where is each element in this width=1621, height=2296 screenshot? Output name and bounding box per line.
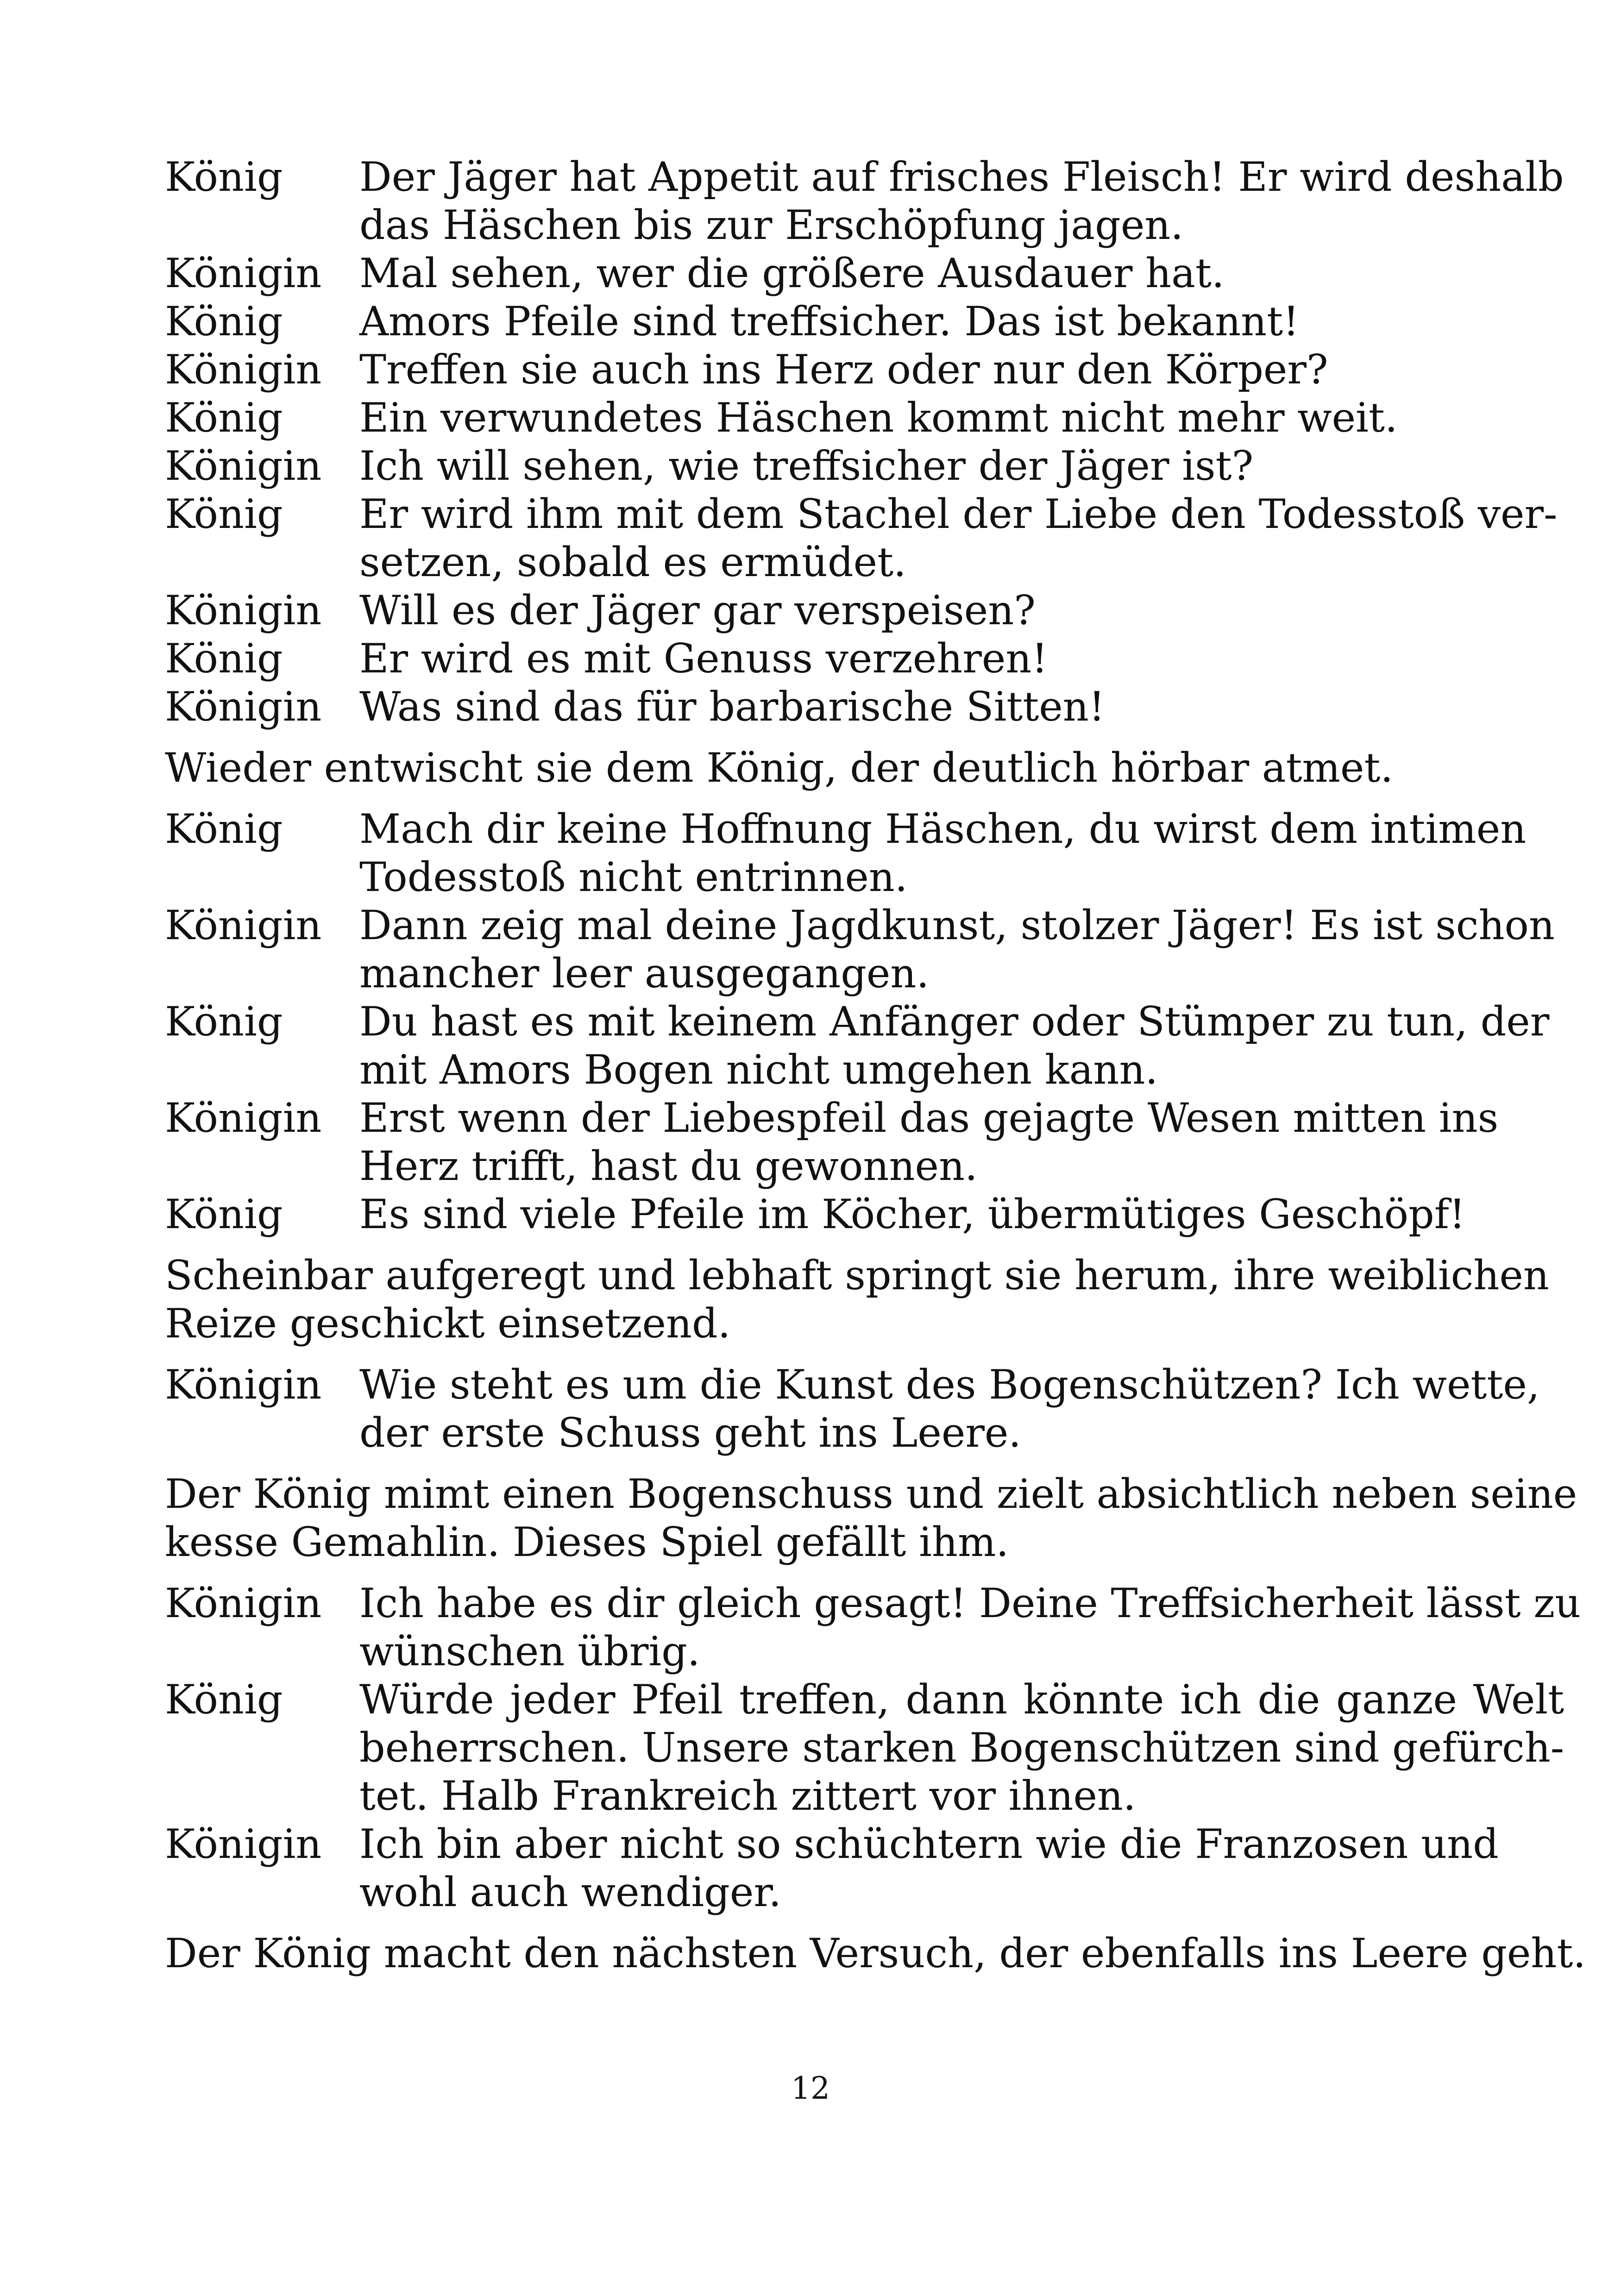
speech-text bbox=[359, 442, 1457, 490]
speech-line: Würde jeder Pfeil treffen, dann könnte ich die ganze Welt bbox=[359, 1676, 1564, 1723]
speech-line: setzen, sobald es ermüdet. bbox=[359, 539, 906, 586]
stage-direction bbox=[165, 1251, 1549, 1348]
dialogue-block bbox=[165, 249, 1457, 297]
speech-text bbox=[359, 901, 1555, 997]
speech-line: Er wird es mit Genuss verzehren! bbox=[359, 635, 1048, 682]
dialogue-block bbox=[165, 297, 1457, 345]
speaker-name: Königin bbox=[165, 442, 322, 489]
speech-line: Todesstoß nicht entrinnen. bbox=[359, 853, 908, 901]
speech-line: Ich habe es dir gleich gesagt! Deine Treffsicherheit lässt zu bbox=[359, 1580, 1581, 1627]
dialogue-block bbox=[165, 153, 1564, 249]
stage-direction-line: Der König macht den nächsten Versuch, der ebenfalls ins Leere geht. bbox=[165, 1930, 1586, 1977]
speech-line: Mach dir keine Hoffnung Häschen, du wirst dem intimen bbox=[359, 805, 1527, 853]
script-text bbox=[165, 153, 1586, 1977]
speech-text bbox=[359, 1675, 1564, 1820]
speech-line: beherrschen. Unsere starken Bogenschützen sind gefürch- bbox=[359, 1724, 1564, 1771]
speech-line: mit Amors Bogen nicht umgehen kann. bbox=[359, 1046, 1158, 1093]
speech-text bbox=[359, 586, 1457, 634]
speech-line: wohl auch wendiger. bbox=[359, 1869, 782, 1916]
speaker-name: König bbox=[165, 490, 283, 538]
dialogue-block bbox=[165, 1190, 1465, 1238]
dialogue-block bbox=[165, 1579, 1581, 1675]
stage-direction-line: Scheinbar aufgeregt und lebhaft springt sie herum, ihre weiblichen bbox=[165, 1252, 1549, 1299]
stage-direction-line: Reize geschickt einsetzend. bbox=[165, 1300, 731, 1347]
page-number: 12 bbox=[791, 2070, 830, 2106]
speech-line: Mal sehen, wer die größere Ausdauer hat. bbox=[359, 250, 1225, 297]
speech-line: Was sind das für barbarische Sitten! bbox=[359, 683, 1105, 730]
speaker-name: Königin bbox=[165, 1820, 322, 1868]
dialogue-block bbox=[165, 345, 1457, 394]
speech-text bbox=[359, 1190, 1465, 1238]
speech-line: Dann zeig mal deine Jagdkunst, stolzer Jäger! Es ist schon bbox=[359, 902, 1555, 949]
speaker-name: Königin bbox=[165, 250, 322, 297]
speech-text bbox=[359, 249, 1457, 297]
speech-line: das Häschen bis zur Erschöpfung jagen. bbox=[359, 201, 1183, 249]
dialogue-block bbox=[165, 1361, 1540, 1457]
dialogue-block bbox=[165, 997, 1550, 1094]
speech-text bbox=[359, 634, 1457, 683]
speaker-name: Königin bbox=[165, 346, 322, 393]
speech-text bbox=[359, 1094, 1498, 1190]
dialogue-block bbox=[165, 683, 1457, 731]
speaker-name: Königin bbox=[165, 1094, 322, 1142]
speech-line: Der Jäger hat Appetit auf frisches Fleisch! Er wird deshalb bbox=[359, 153, 1564, 201]
speech-text bbox=[359, 1361, 1540, 1457]
speech-text bbox=[359, 490, 1557, 586]
dialogue-block bbox=[165, 1675, 1564, 1820]
speaker-name: König bbox=[165, 1191, 283, 1238]
speech-line: Du hast es mit keinem Anfänger oder Stümper zu tun, der bbox=[359, 998, 1550, 1045]
dialogue-block bbox=[165, 901, 1555, 997]
speech-text bbox=[359, 345, 1457, 394]
stage-direction bbox=[165, 1470, 1577, 1566]
speech-line: Amors Pfeile sind treffsicher. Das ist bekannt! bbox=[359, 298, 1300, 345]
speech-text bbox=[359, 1579, 1581, 1675]
speech-text bbox=[359, 997, 1549, 1094]
speaker-name: König bbox=[165, 394, 283, 441]
stage-direction bbox=[165, 1929, 1586, 1977]
stage-direction-line: Der König mimt einen Bogenschuss und zielt absichtlich neben seine bbox=[165, 1470, 1577, 1518]
dialogue-block bbox=[165, 805, 1527, 901]
speech-text bbox=[359, 394, 1457, 442]
speaker-name: Königin bbox=[165, 1580, 322, 1627]
speech-line: Er wird ihm mit dem Stachel der Liebe den Todesstoß ver- bbox=[359, 490, 1558, 538]
speech-line: der erste Schuss geht ins Leere. bbox=[359, 1409, 1022, 1456]
stage-direction bbox=[165, 744, 1457, 792]
speaker-name: König bbox=[165, 1676, 283, 1723]
speech-text bbox=[359, 297, 1457, 345]
dialogue-block bbox=[165, 490, 1558, 586]
dialogue-block bbox=[165, 1094, 1499, 1190]
dialogue-block bbox=[165, 442, 1457, 490]
speaker-name: Königin bbox=[165, 587, 322, 634]
dialogue-block bbox=[165, 586, 1457, 634]
speech-line: tet. Halb Frankreich zittert vor ihnen. bbox=[359, 1772, 1136, 1819]
speech-line: Wie steht es um die Kunst des Bogenschützen? Ich wette, bbox=[359, 1361, 1540, 1408]
speaker-name: Königin bbox=[165, 902, 322, 949]
speech-text bbox=[359, 1820, 1499, 1916]
speaker-name: König bbox=[165, 635, 283, 682]
speech-text bbox=[359, 805, 1526, 901]
speech-line: Ich will sehen, wie treffsicher der Jäger ist? bbox=[359, 442, 1254, 489]
speech-line: Es sind viele Pfeile im Köcher, übermütiges Geschöpf! bbox=[359, 1191, 1465, 1238]
speech-line: Herz trifft, hast du gewonnen. bbox=[359, 1142, 978, 1190]
speaker-name: König bbox=[165, 153, 283, 201]
speaker-name: König bbox=[165, 298, 283, 345]
speech-text bbox=[359, 153, 1564, 249]
speaker-name: König bbox=[165, 805, 283, 853]
speech-line: Ein verwundetes Häschen kommt nicht mehr weit. bbox=[359, 394, 1398, 441]
stage-direction-line: kesse Gemahlin. Dieses Spiel gefällt ihm. bbox=[165, 1518, 1009, 1566]
speech-line: Will es der Jäger gar verspeisen? bbox=[359, 587, 1036, 634]
speech-line: Erst wenn der Liebespfeil das gejagte Wesen mitten ins bbox=[359, 1094, 1499, 1142]
speech-line: mancher leer ausgegangen. bbox=[359, 950, 930, 997]
speech-text bbox=[359, 683, 1457, 731]
stage-direction-line: Wieder entwischt sie dem König, der deutlich hörbar atmet. bbox=[165, 744, 1394, 791]
page-body bbox=[165, 153, 1586, 1990]
speaker-name: König bbox=[165, 998, 283, 1045]
speech-line: Treffen sie auch ins Herz oder nur den Körper? bbox=[359, 346, 1328, 393]
speech-line: Ich bin aber nicht so schüchtern wie die Franzosen und bbox=[359, 1820, 1499, 1868]
speaker-name: Königin bbox=[165, 683, 322, 730]
dialogue-block bbox=[165, 1820, 1499, 1916]
dialogue-block bbox=[165, 394, 1457, 442]
speaker-name: Königin bbox=[165, 1361, 322, 1408]
speech-line: wünschen übrig. bbox=[359, 1628, 700, 1675]
dialogue-block bbox=[165, 634, 1457, 683]
